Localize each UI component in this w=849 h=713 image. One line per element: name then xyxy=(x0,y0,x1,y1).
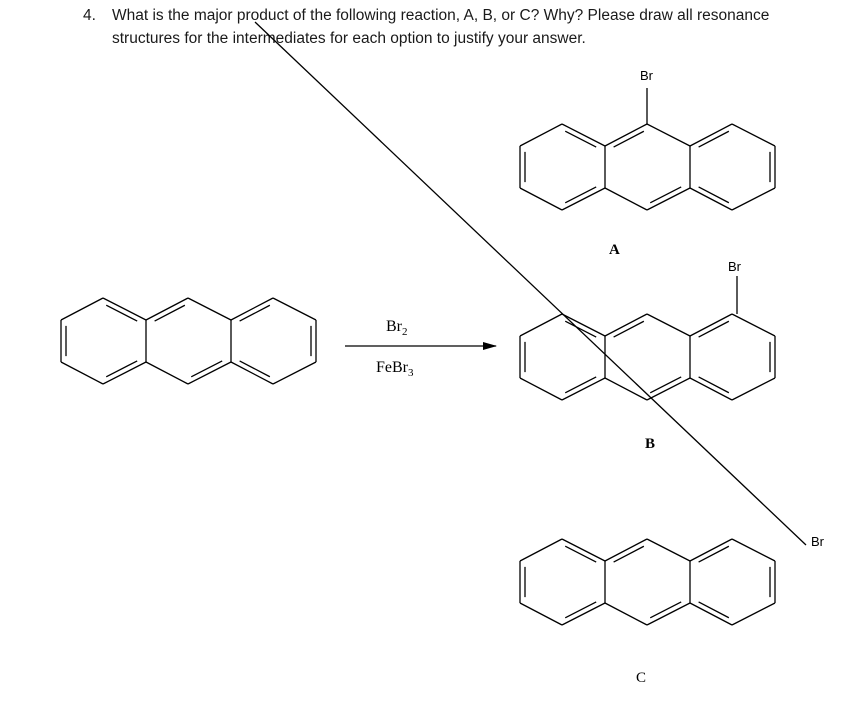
option-c-substituent: Br xyxy=(811,534,824,549)
option-a-label: A xyxy=(609,242,620,258)
option-a-structure xyxy=(520,88,775,210)
question-line-1: What is the major product of the following reaction, A, B, or C? Why? Please draw all resonance xyxy=(112,7,770,24)
option-b-structure xyxy=(520,276,775,400)
option-a-substituent: Br xyxy=(640,68,653,83)
reagent-above: $Br_2$ xyxy=(386,318,408,338)
anthracene-ring-system xyxy=(520,314,775,400)
option-b-substituent: Br xyxy=(728,259,741,274)
anthracene-ring-system xyxy=(61,298,316,384)
reagent-below: FeBr$_3$ xyxy=(376,359,414,379)
question-number: 4. xyxy=(83,7,96,24)
question-line-2: structures for the intermediates for each option to justify your answer. xyxy=(112,30,586,47)
anthracene-ring-system xyxy=(520,539,775,625)
option-c-label: C xyxy=(636,670,647,686)
anthracene-ring-system xyxy=(520,124,775,210)
option-b-label: B xyxy=(645,436,656,452)
option-c-br-bond xyxy=(255,22,806,545)
reactant-anthracene xyxy=(61,298,316,384)
